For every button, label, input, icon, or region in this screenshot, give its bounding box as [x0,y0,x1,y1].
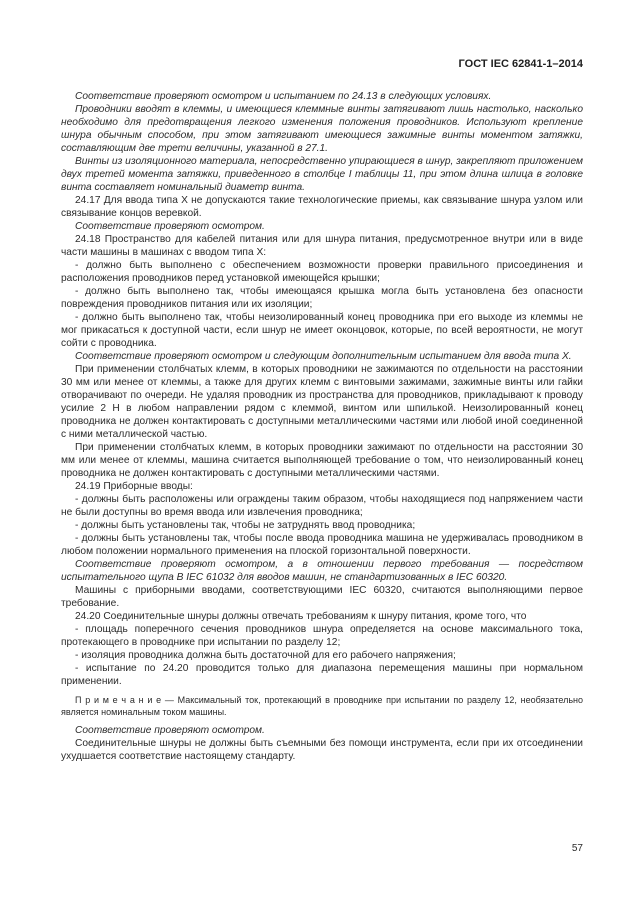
clause-24-17: 24.17 Для ввода типа X не допускаются такие технологические приемы, как связывание шнура узлом или связывание концов веревкой. [61,195,583,219]
list-item: - площадь поперечного сечения проводников шнура определяется на основе максимального тока, протекающего в проводнике при испытании по разделу 12; [61,624,583,648]
list-item: - должны быть расположены или ограждены таким образом, чтобы находящиеся под напряжением части не были доступны во время ввода или извлечения проводника; [61,494,583,518]
standard-header: ГОСТ IEC 62841-1–2014 [458,58,583,70]
test-conditions-paragraph: Проводники вводят в клеммы, и имеющиеся клеммные винты затягивают лишь настолько, насколько необходимо для предотвращения легкого изменения положения проводников. Используют крепление шнура обычным способом, при этом затягивают имеющиеся зажимные винты моментом затяжки, составляющим две трети величины, указанной в 27.1. [61,104,583,154]
body-paragraph: При применении столбчатых клемм, в которых проводники не зажимаются по отдельности на расстоянии 30 мм или менее от клеммы, а также для других клемм с винтовыми зажимами, зажимные винты или гайки отворачивают по очереди. Не удаляя проводник из пространства для проводников, прикладывают к проводу усилие 2 Н в любом направлении рядом с клеммой, винтом или шпилькой. Неизолированный конец проводника не должен контактировать с доступными металлическими частями или любой иной соединенной с ними металлической частью. [61,364,583,440]
clause-24-19: 24.19 Приборные вводы: [75,481,193,492]
body-paragraph: Машины с приборными вводами, соответствующими IEC 60320, считаются выполняющими первое требование. [61,585,583,609]
clause-24-20: 24.20 Соединительные шнуры должны отвечать требованиям к шнуру питания, кроме того, что [75,611,527,622]
list-item: - должно быть выполнено так, чтобы неизолированный конец проводника при его выходе из клеммы не мог прикасаться к доступной части, если шнур не имеет оконцовок, которые, по всей вероятности, не могут сойти с проводника. [61,312,583,349]
compliance-paragraph: Соответствие проверяют осмотром. [75,725,265,736]
list-item: - должны быть установлены так, чтобы не затруднять ввод проводника; [75,520,416,531]
page-number: 57 [571,843,583,854]
list-item: - должны быть установлены так, чтобы после ввода проводника машина не удерживалась проводником в любом положении нормального применения на плоской горизонтальной поверхности. [61,533,583,557]
clause-24-18: 24.18 Пространство для кабелей питания или для шнура питания, предусмотренное внутри или в виде части машины в машинах с вводом типа X: [61,234,583,258]
note-paragraph [61,694,583,718]
body-paragraph: При применении столбчатых клемм, в которых проводники зажимают по отдельности на расстоянии 30 мм или менее от клеммы, машина считается выполняющей требование о том, что неизолированный конец проводника не должен контактировать с доступными металлическими частями. [61,442,583,479]
compliance-paragraph: Соответствие проверяют осмотром, а в отношении первого требования — посредством испытательного щупа B IEC 61032 для вводов машин, не стандартизованных в IEC 60320. [61,559,583,583]
compliance-paragraph: Соответствие проверяют осмотром. [75,221,265,232]
body-paragraph: Соединительные шнуры не должны быть съемными без помощи инструмента, если при их отсоединении ухудшается соответствие настоящему стандарту. [61,738,583,762]
list-item: - должно быть выполнено так, чтобы имеющаяся крышка могла быть установлена без опасности повреждения проводников питания или их изоляции; [61,286,583,310]
list-item: - испытание по 24.20 проводится только для диапазона перемещения машины при нормальном применении. [61,663,583,687]
note-text: — Максимальный ток, протекающий в проводнике при испытании по разделу 12, необязательно является номинальным током машины. [61,695,583,717]
note-label: П р и м е ч а н и е [75,695,162,705]
document-body [61,90,583,763]
compliance-paragraph: Соответствие проверяют осмотром и следующим дополнительным испытанием для ввода типа X. [75,351,572,362]
list-item: - изоляция проводника должна быть достаточной для его рабочего напряжения; [75,650,456,661]
compliance-paragraph: Соответствие проверяют осмотром и испытанием по 24.13 в следующих условиях. [75,91,492,102]
insulating-screws-paragraph: Винты из изоляционного материала, непосредственно упирающиеся в шнур, закрепляют приложением двух третей момента затяжки, приведенного в столбце I таблицы 11, при этом длина шлица в головке винта составляет номинальный диаметр винта. [61,156,583,193]
list-item: - должно быть выполнено с обеспечением возможности проверки правильного присоединения и расположения проводников перед установкой имеющейся крышки; [61,260,583,284]
